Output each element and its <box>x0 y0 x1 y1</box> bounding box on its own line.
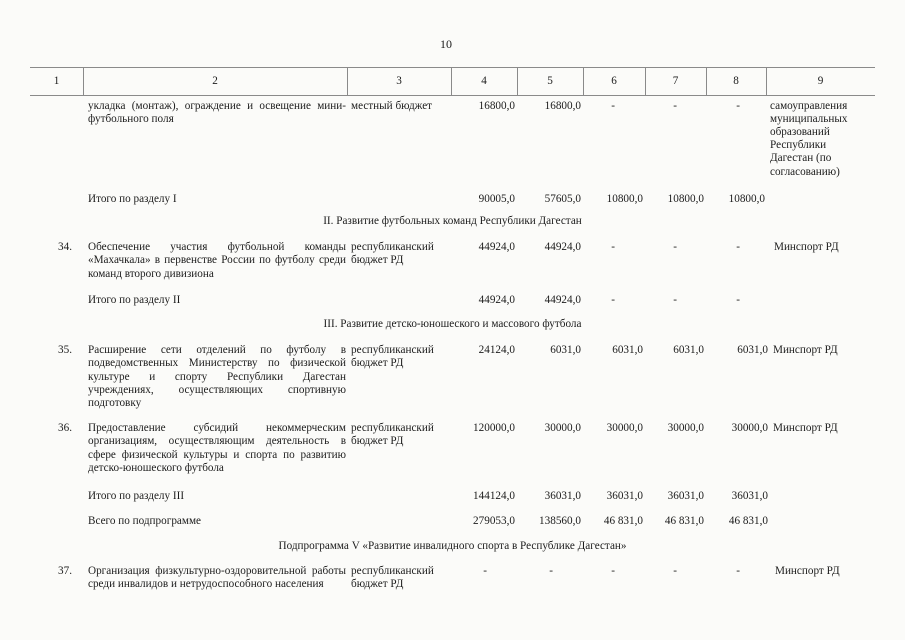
total-value-col4: 90005,0 <box>478 193 515 205</box>
header-col-7: 7 <box>672 75 679 87</box>
row-number: 36. <box>58 422 72 434</box>
total-value-col5: 138560,0 <box>539 515 581 527</box>
row-value-col7: - <box>673 565 677 577</box>
row-value-col7: 30000,0 <box>667 422 704 434</box>
total-value-col7: 46 831,0 <box>664 515 704 527</box>
row-executor-line: муниципальных <box>770 113 848 125</box>
subprogram-heading-5: Подпрограмма V «Развитие инвалидного спорта в Республике Дагестан» <box>278 540 627 552</box>
total-value-col4: 279053,0 <box>473 515 515 527</box>
total-value-col7: 36031,0 <box>667 490 704 502</box>
row-value-col5: - <box>549 565 553 577</box>
row-description: Расширение сети отделений по футболу в подведомственных Министерству по физической культуре и спорту Республики Дагестан учреждениях, осуществляющих спортивную подготовку <box>88 344 346 410</box>
row-executor: Минспорт РД <box>775 565 840 577</box>
total-value-col5: 57605,0 <box>544 193 581 205</box>
total-value-col6: 46 831,0 <box>603 515 643 527</box>
section-heading-2: II. Развитие футбольных команд Республики Дагестан <box>323 215 582 227</box>
row-number: 34. <box>58 241 72 253</box>
total-value-col5: 44924,0 <box>544 294 581 306</box>
total-value-col6: - <box>611 294 615 306</box>
row-value-col8: - <box>736 565 740 577</box>
row-funding-source: республиканский бюджет РД <box>351 422 434 448</box>
row-executor-line: согласованию) <box>770 166 840 178</box>
row-value-col4: 16800,0 <box>478 100 515 112</box>
total-value-col7: - <box>673 294 677 306</box>
header-col-8: 8 <box>733 75 739 87</box>
row-description: Организация физкультурно-оздоровительной работы среди инвалидов и нетрудоспособного населения <box>88 565 346 591</box>
row-value-col4: 24124,0 <box>478 344 515 356</box>
total-value-col8: 10800,0 <box>728 193 765 205</box>
row-value-col7: - <box>673 241 677 253</box>
row-funding-source: республиканский бюджет РД <box>351 565 434 591</box>
row-value-col8: - <box>736 241 740 253</box>
row-value-col4: - <box>483 565 487 577</box>
header-col-6: 6 <box>611 75 617 87</box>
row-value-col5: 44924,0 <box>544 241 581 253</box>
row-value-col6: - <box>611 565 615 577</box>
total-value-col4: 44924,0 <box>478 294 515 306</box>
row-executor-line: самоуправления <box>770 100 848 112</box>
row-executor: Минспорт РД <box>773 422 838 434</box>
total-value-col6: 10800,0 <box>606 193 643 205</box>
row-value-col6: 30000,0 <box>606 422 643 434</box>
row-description: укладка (монтаж), ограждение и освещение мини-футбольного поля <box>88 100 346 126</box>
row-value-col6: - <box>611 241 615 253</box>
page-number: 10 <box>440 37 452 51</box>
row-number: 37. <box>58 565 72 577</box>
total-label: Всего по подпрограмме <box>88 515 202 527</box>
total-label: Итого по разделу I <box>88 193 177 205</box>
row-value-col5: 16800,0 <box>544 100 581 112</box>
row-value-col6: - <box>611 100 615 112</box>
header-col-1: 1 <box>53 75 60 87</box>
row-executor-line: Дагестан (по <box>770 152 832 164</box>
row-funding-source: местный бюджет <box>351 100 433 112</box>
row-value-col8: - <box>736 100 740 112</box>
total-value-col5: 36031,0 <box>544 490 581 502</box>
row-description: Обеспечение участия футбольной команды «Махачкала» в первенстве России по футболу среди команд второго дивизиона <box>88 241 346 280</box>
header-col-2: 2 <box>212 75 218 87</box>
total-value-col7: 10800,0 <box>667 193 704 205</box>
row-funding-source: республиканский бюджет РД <box>351 241 434 267</box>
total-value-col4: 144124,0 <box>473 490 515 502</box>
header-col-4: 4 <box>481 75 487 87</box>
row-value-col4: 44924,0 <box>478 241 515 253</box>
row-value-col7: - <box>673 100 677 112</box>
total-value-col8: 46 831,0 <box>728 515 768 527</box>
row-value-col5: 6031,0 <box>550 344 581 356</box>
total-label: Итого по разделу II <box>88 294 181 306</box>
header-col-9: 9 <box>817 75 824 87</box>
row-value-col7: 6031,0 <box>673 344 704 356</box>
row-executor: Минспорт РД <box>774 241 839 253</box>
header-col-3: 3 <box>396 75 402 87</box>
row-executor-line: Республики <box>770 139 827 151</box>
row-value-col5: 30000,0 <box>544 422 581 434</box>
row-funding-source: республиканский бюджет РД <box>351 344 434 370</box>
row-value-col8: 6031,0 <box>737 344 768 356</box>
section-heading-3: III. Развитие детско-юношеского и массового футбола <box>323 318 582 330</box>
total-value-col6: 36031,0 <box>606 490 643 502</box>
total-value-col8: - <box>736 294 740 306</box>
row-number: 35. <box>58 344 72 356</box>
header-col-5: 5 <box>547 75 553 87</box>
row-value-col8: 30000,0 <box>731 422 768 434</box>
row-value-col4: 120000,0 <box>473 422 515 434</box>
row-executor-line: образований <box>770 126 830 138</box>
row-value-col6: 6031,0 <box>612 344 643 356</box>
total-value-col8: 36031,0 <box>731 490 768 502</box>
row-description: Предоставление субсидий некоммерческим организациям, осуществляющим деятельность в сфере физической культуры и спорта по развитию детско-юношеского футбола <box>88 422 346 474</box>
row-executor: Минспорт РД <box>773 344 838 356</box>
total-label: Итого по разделу III <box>88 490 185 502</box>
